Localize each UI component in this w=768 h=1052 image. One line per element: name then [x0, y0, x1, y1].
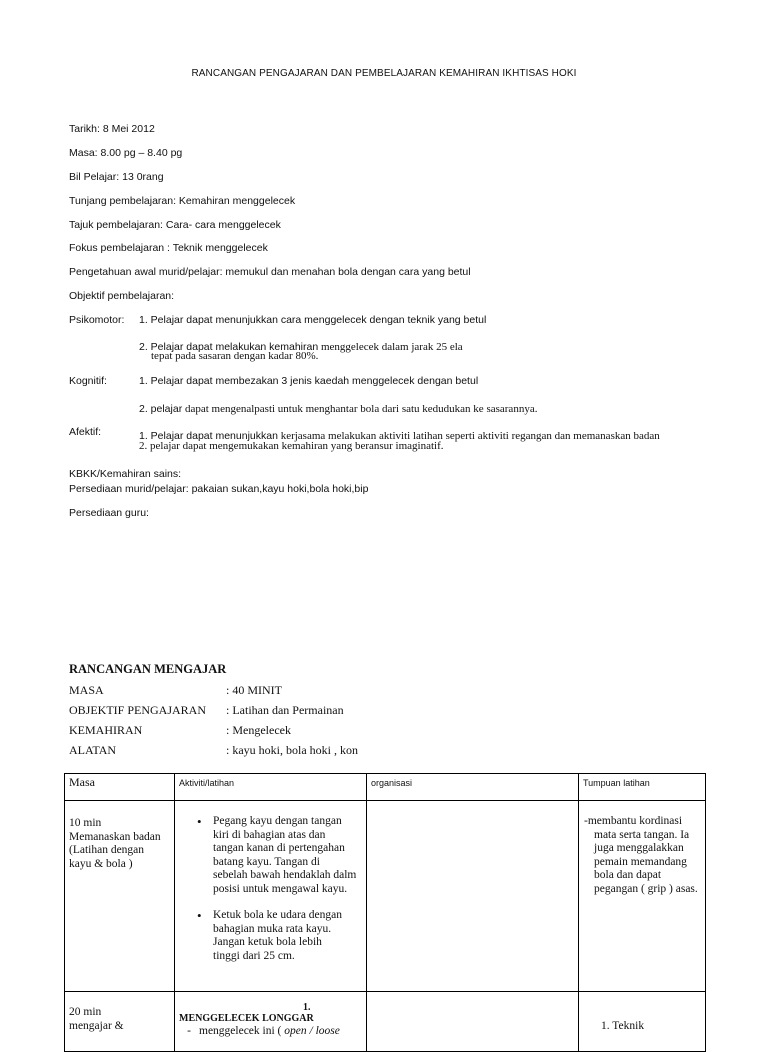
header-masa: Masa — [65, 774, 175, 801]
row1-masa-cell — [65, 801, 175, 992]
row1-masa-line: Memanaskan badan — [69, 830, 161, 843]
lesson-plan-table — [64, 773, 706, 1052]
bullet-line: • Pegang kayu dengan tangan — [213, 815, 342, 827]
rancangan-heading: RANCANGAN MENGAJAR — [69, 662, 227, 676]
kognitif-item-1: 1. Pelajar dapat membezakan 3 jenis kaedah menggelecek dengan betul — [139, 375, 479, 387]
rancangan-row-value: : 40 MINIT — [226, 683, 282, 697]
bullet-line: kiri di bahagian atas dan — [213, 828, 326, 841]
rancangan-row-label: OBJEKTIF PENGAJARAN — [69, 703, 207, 717]
psikomotor-label: Psikomotor: — [69, 314, 125, 326]
kognitif-item-2-rest: dapat mengenalpasti untuk menghantar bola dari satu kedudukan ke sasarannya. — [182, 403, 538, 415]
row1-masa-line: 10 min — [69, 817, 102, 829]
pengetahuan-line: Pengetahuan awal murid/pelajar: memukul dan menahan bola dengan cara yang betul — [69, 266, 471, 278]
tarikh-line: Tarikh: 8 Mei 2012 — [69, 123, 155, 135]
masa-line: Masa: 8.00 pg – 8.40 pg — [69, 147, 183, 159]
tumpuan-line: mata serta tangan. Ia — [594, 828, 690, 841]
kognitif-item-2-lead: 2. pelajar — [139, 403, 183, 415]
bullet-line: tangan kanan di pertengahan — [213, 842, 345, 854]
list-item — [213, 909, 366, 963]
afektif-label: Afektif: — [69, 426, 102, 438]
tumpuan-line: -membantu kordinasi — [584, 815, 683, 827]
tumpuan-line: bola dan dapat — [594, 869, 662, 881]
kbkk-line: KBKK/Kemahiran sains: — [69, 468, 182, 480]
tumpuan-line: pemain memandang — [594, 855, 687, 868]
row2-line-text: menggelecek ini ( — [199, 1025, 285, 1037]
row1-tumpuan-cell — [579, 801, 706, 992]
rancangan-row-label: MASA — [69, 683, 104, 697]
tajuk-line: Tajuk pembelajaran: Cara- cara menggelecek — [69, 219, 281, 231]
table-row — [65, 801, 706, 992]
psikomotor-item-2-rest: menggelecek dalam jarak 25 ela — [318, 341, 463, 353]
rancangan-row-label: KEMAHIRAN — [69, 723, 143, 737]
bullet-line: bahagian muka rata kayu. — [213, 922, 332, 935]
tumpuan-line: pegangan ( grip ) asas. — [594, 882, 698, 895]
row2-masa-line: mengajar & — [69, 1019, 124, 1032]
row2-line — [179, 1025, 366, 1039]
row2-tumpuan-cell — [579, 992, 706, 1052]
kognitif-label: Kognitif: — [69, 375, 107, 387]
row1-aktiviti-cell — [175, 801, 367, 992]
row1-masa-line: (Latihan dengan — [69, 844, 145, 856]
header-tumpuan: Tumpuan latihan — [579, 774, 706, 801]
row2-tumpuan-line: 1. Teknik — [601, 1020, 645, 1032]
bullet-line: batang kayu. Tangan di — [213, 855, 320, 868]
table-header-row — [65, 774, 706, 801]
afektif-item-1-rest: kerjasama melakukan aktiviti latihan seperti aktiviti regangan dan memanaskan badan — [277, 430, 660, 442]
fokus-line: Fokus pembelajaran : Teknik menggelecek — [69, 242, 268, 254]
tunjang-line: Tunjang pembelajaran: Kemahiran menggelecek — [69, 195, 296, 207]
bullet-line: Jangan ketuk bola lebih — [213, 936, 322, 948]
objektif-heading: Objektif pembelajaran: — [69, 290, 175, 302]
row2-aktiviti-cell — [175, 992, 367, 1052]
psikomotor-item-1: 1. Pelajar dapat menunjukkan cara menggelecek dengan teknik yang betul — [139, 314, 487, 326]
row2-heading: 1. MENGGELECEK LONGGAR — [179, 1002, 314, 1024]
rancangan-row-value: : kayu hoki, bola hoki , kon — [226, 743, 358, 757]
rancangan-row-label: ALATAN — [69, 743, 117, 757]
afektif-item-2: 2. pelajar dapat mengemukakan kemahiran yang beransur imaginatif. — [139, 440, 444, 452]
dash-marker: - — [187, 1025, 191, 1037]
psikomotor-item-2-lead: 2. Pelajar dapat melakukan kemahiran — [139, 341, 319, 353]
row1-masa-line: kayu & bola ) — [69, 857, 133, 870]
row1-organisasi-cell — [367, 801, 579, 992]
row2-line-italic: open / loose — [284, 1025, 340, 1037]
rancangan-row-value: : Latihan dan Permainan — [226, 703, 344, 717]
persediaan-guru-line: Persediaan guru: — [69, 507, 149, 519]
psikomotor-item-2-cont: tepat pada sasaran dengan kadar 80%. — [151, 350, 319, 362]
kognitif-item-2 — [139, 399, 537, 417]
tumpuan-line: juga menggalakkan — [594, 842, 684, 854]
rancangan-row-value: : Mengelecek — [226, 723, 291, 737]
bullet-line: tinggi dari 25 cm. — [213, 949, 295, 962]
list-item — [213, 815, 366, 896]
bullet-line: • Ketuk bola ke udara dengan — [213, 909, 343, 921]
afektif-item-1-lead: 1. Pelajar dapat menunjukkan — [139, 430, 278, 442]
row2-organisasi-cell — [367, 992, 579, 1052]
header-organisasi: organisasi — [367, 774, 579, 801]
row1-activity-list — [175, 815, 366, 963]
bullet-line: sebelah bawah hendaklah dalm — [213, 869, 357, 881]
bullet-line: posisi untuk mengawal kayu. — [213, 882, 348, 895]
bil-pelajar-line: Bil Pelajar: 13 0rang — [69, 171, 164, 183]
header-aktiviti: Aktiviti/latihan — [175, 774, 367, 801]
persediaan-murid-line: Persediaan murid/pelajar: pakaian sukan,kayu hoki,bola hoki,bip — [69, 483, 369, 495]
row2-masa-line: 20 min — [69, 1006, 102, 1018]
table-row — [65, 992, 706, 1052]
document-title: RANCANGAN PENGAJARAN DAN PEMBELAJARAN KEMAHIRAN IKHTISAS HOKI — [191, 68, 577, 79]
